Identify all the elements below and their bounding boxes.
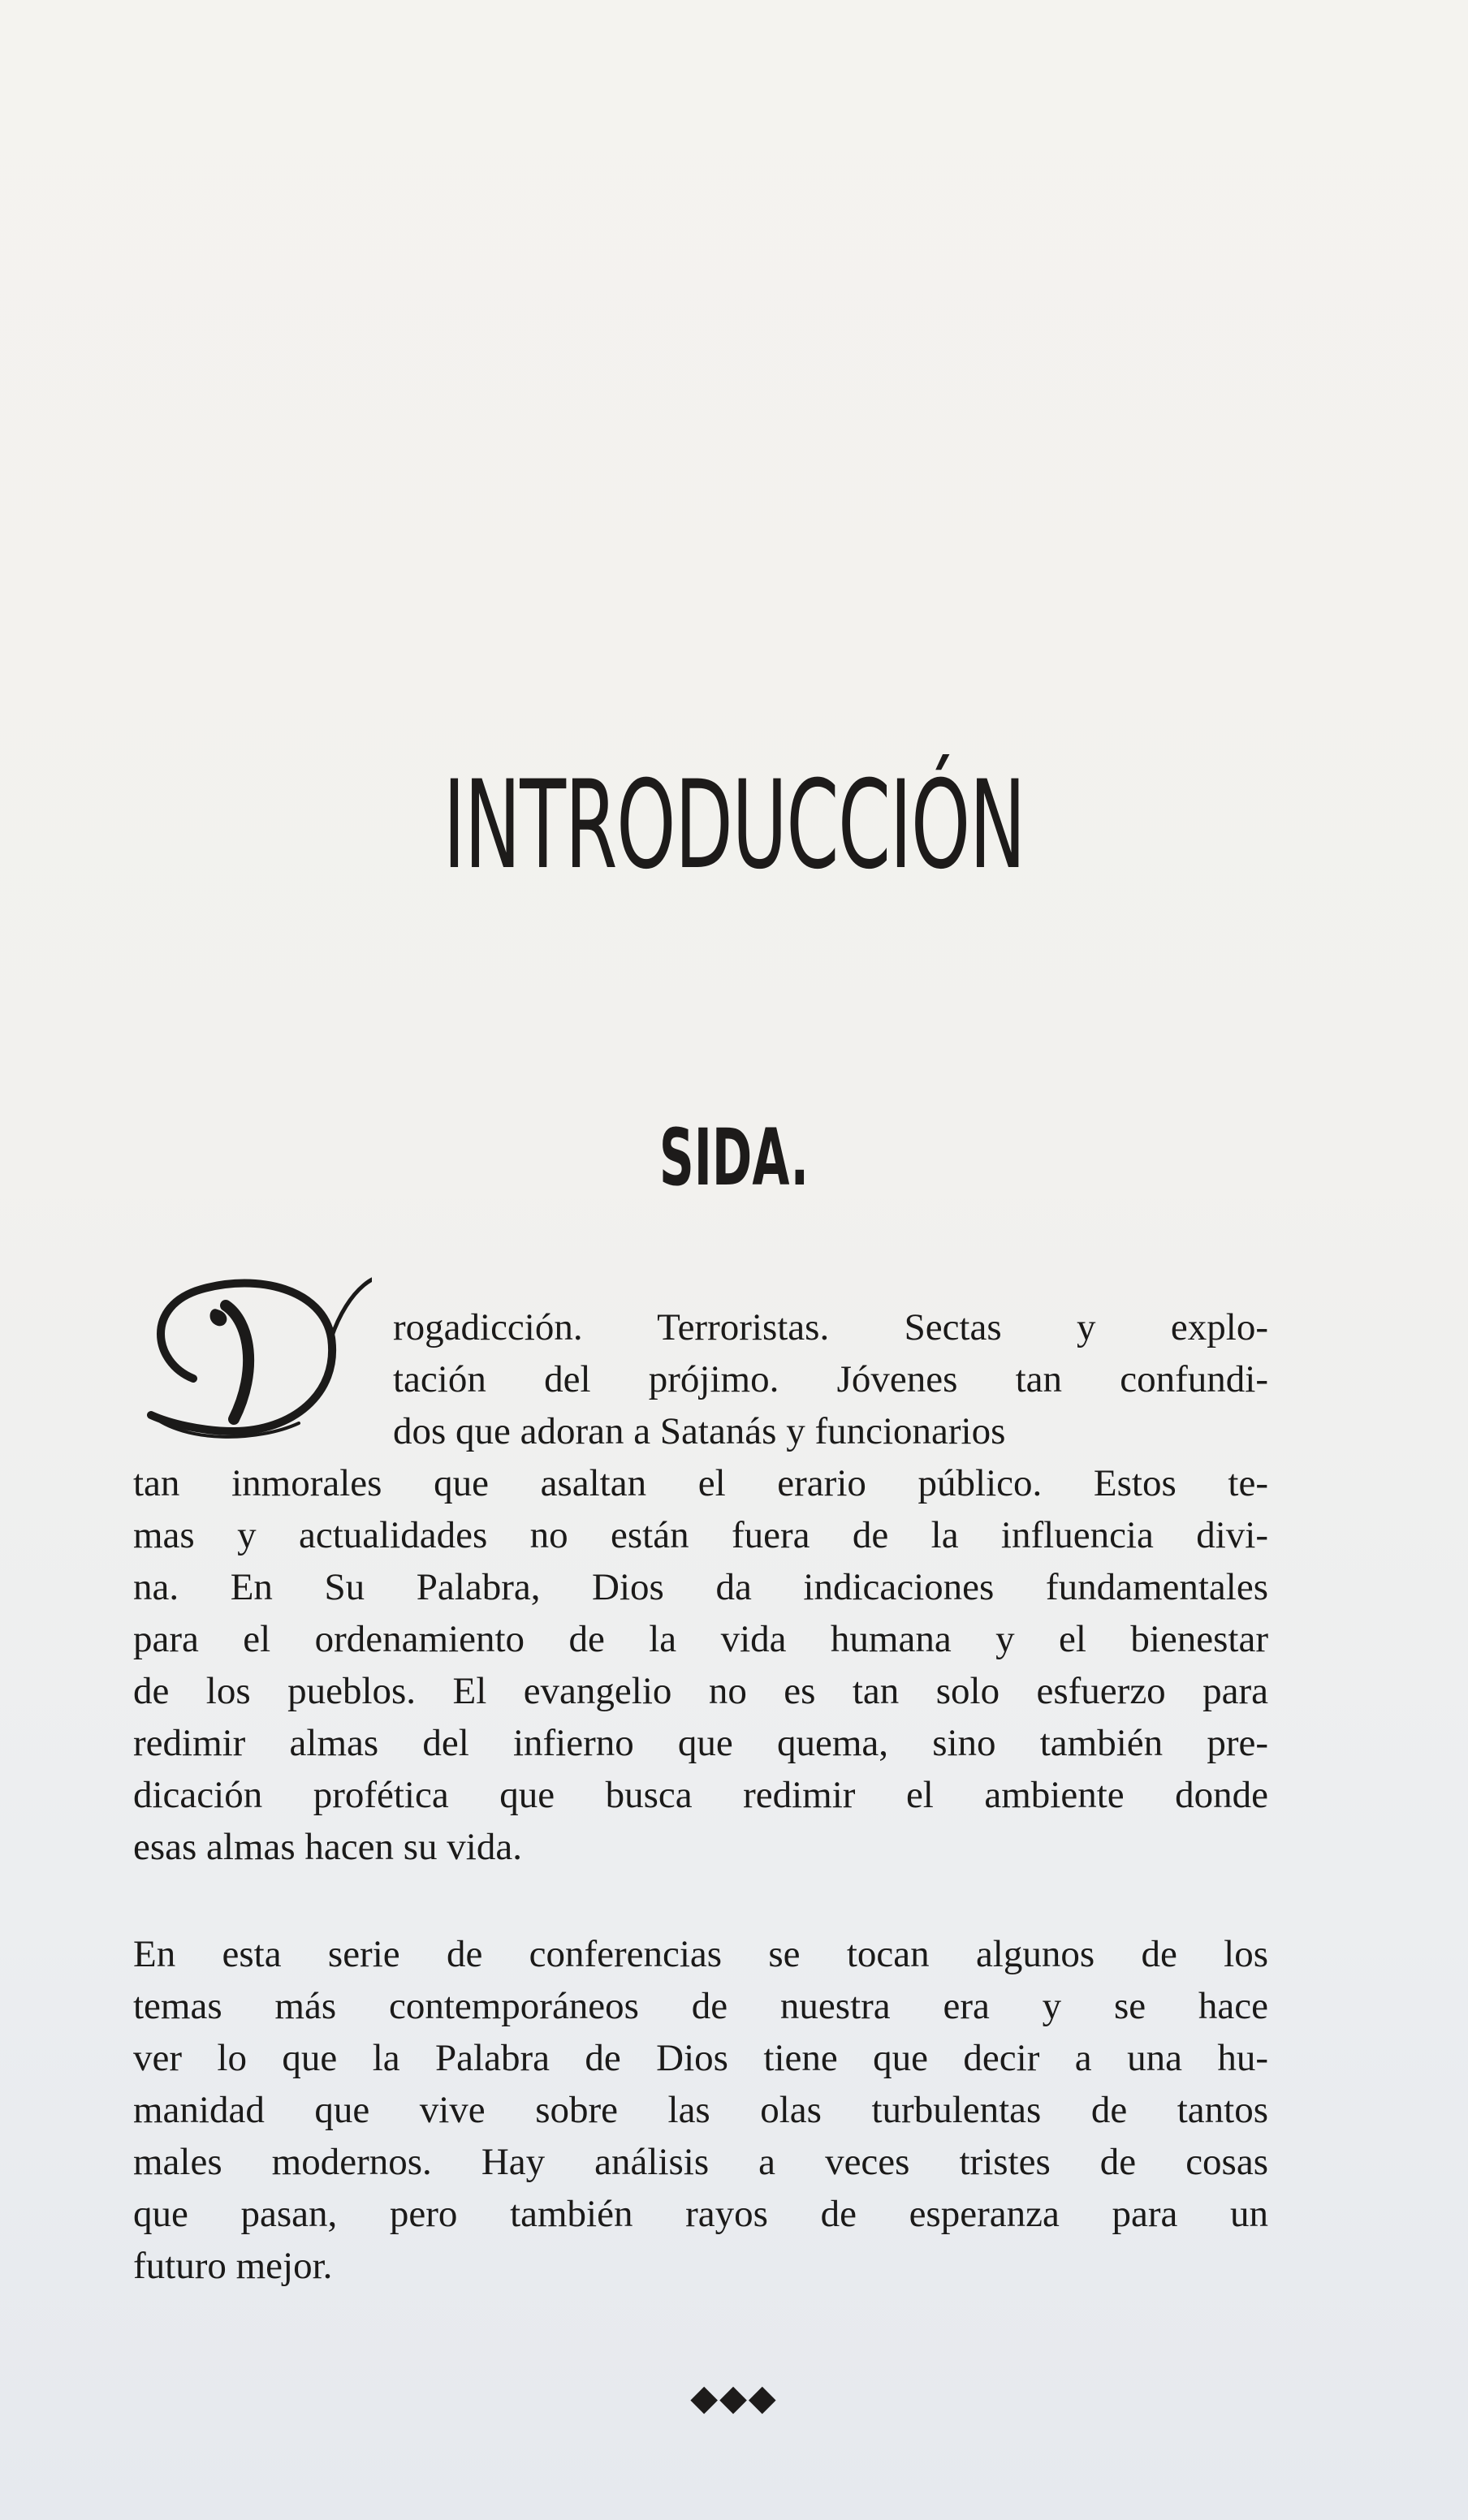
- paragraph-2-line: futuro mejor.: [133, 2245, 333, 2287]
- paragraph-1-line: esas almas hacen su vida.: [133, 1826, 522, 1868]
- paragraph-1-line: dicación profética que busca redimir el ambiente donde: [133, 1774, 1268, 1816]
- paragraph-2-line: ver lo que la Palabra de Dios tiene que decir a una hu-: [133, 2037, 1268, 2079]
- paragraph-1-line: na. En Su Palabra, Dios da indicaciones fundamentales: [133, 1566, 1268, 1608]
- page-title: INTRODUCCIÓN: [443, 755, 1025, 896]
- paragraph-2-line: temas más contemporáneos de nuestra era y se hace: [133, 1985, 1268, 2027]
- paragraph-1-line: rogadicción. Terroristas. Sectas y explo-: [393, 1306, 1268, 1348]
- paragraph-2-line: que pasan, pero también rayos de esperanza para un: [133, 2193, 1268, 2235]
- paragraph-1-line: de los pueblos. El evangelio no es tan solo esfuerzo para: [133, 1670, 1268, 1712]
- paragraph-1-line: para el ordenamiento de la vida humana y el bienestar: [133, 1618, 1268, 1660]
- paragraph-2-line: manidad que vive sobre las olas turbulentas de tantos: [133, 2089, 1268, 2131]
- paragraph-2-line: En esta serie de conferencias se tocan algunos de los: [133, 1933, 1268, 1975]
- paragraph-1-line: redimir almas del infierno que quema, sino también pre-: [133, 1722, 1268, 1764]
- paragraph-1-line: dos que adoran a Satanás y funcionarios: [393, 1410, 1006, 1452]
- paragraph-2-line: males modernos. Hay análisis a veces tristes de cosas: [133, 2141, 1268, 2183]
- dropcap-d-ornament: [136, 1257, 372, 1443]
- paragraph-1-line: tan inmorales que asaltan el erario público. Estos te-: [133, 1462, 1268, 1504]
- section-subtitle: SIDA.: [658, 1112, 810, 1203]
- paragraph-1-line: tación del prójimo. Jóvenes tan confundi-: [393, 1358, 1268, 1400]
- paragraph-1-line: mas y actualidades no están fuera de la influencia divi-: [133, 1514, 1268, 1556]
- section-end-ornament: ◆◆◆: [690, 2377, 778, 2419]
- dropcap-d-icon: [136, 1257, 372, 1443]
